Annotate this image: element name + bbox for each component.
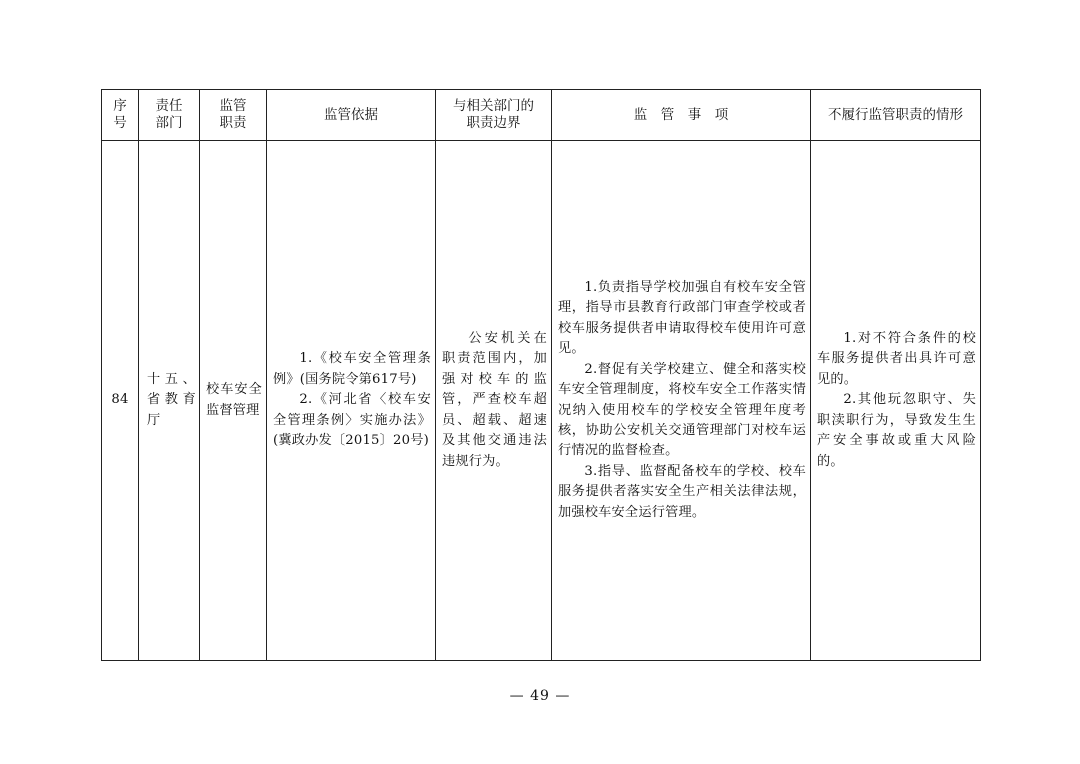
cell-boundary: 公安机关在职责范围内，加强对校车的监管，严查校车超员、超载、超速及其他交通违法违规行为。: [436, 141, 552, 661]
cell-dept: 十五、省教育厅: [139, 141, 200, 661]
cell-failure: [811, 141, 981, 661]
header-seq: 序 号: [102, 90, 139, 141]
cell-seq: 84: [102, 141, 139, 661]
duty-table: [101, 89, 981, 661]
header-basis: 监管依据: [267, 90, 436, 141]
basis-item: 2.《河北省〈校车安全管理条例〉实施办法》(冀政办发〔2015〕20号): [273, 392, 431, 449]
item-entry: 3.指导、监督配备校车的学校、校车服务提供者落实安全生产相关法律法规，加强校车安全运行管理。: [558, 463, 806, 520]
duty-table-container: [101, 89, 980, 661]
table-row: [102, 141, 981, 661]
header-dept: 责任 部门: [139, 90, 200, 141]
cell-items: [552, 141, 811, 661]
failure-entry: 2.其他玩忽职守、失职渎职行为，导致发生生产安全事故或重大风险的。: [817, 392, 976, 469]
cell-duty: 校车安全监督管理: [200, 141, 267, 661]
table-header-row: [102, 90, 981, 141]
item-entry: 2.督促有关学校建立、健全和落实校车安全管理制度，将校车安全工作落实情况纳入使用校车的学校安全管理年度考核，协助公安机关交通管理部门对校车运行情况的监督检查。: [558, 361, 806, 459]
item-entry: 1.负责指导学校加强自有校车安全管理，指导市县教育行政部门审查学校或者校车服务提供者申请取得校车使用许可意见。: [558, 280, 806, 357]
header-duty: 监管 职责: [200, 90, 267, 141]
basis-item: 1.《校车安全管理条例》(国务院令第617号): [273, 351, 431, 387]
header-boundary: 与相关部门的 职责边界: [436, 90, 552, 141]
failure-entry: 1.对不符合条件的校车服务提供者出具许可意见的。: [817, 331, 976, 387]
page-number: — 49 —: [509, 688, 571, 704]
header-failure: 不履行监管职责的情形: [811, 90, 981, 141]
cell-basis: [267, 141, 436, 661]
header-items: 监 管 事 项: [552, 90, 811, 141]
